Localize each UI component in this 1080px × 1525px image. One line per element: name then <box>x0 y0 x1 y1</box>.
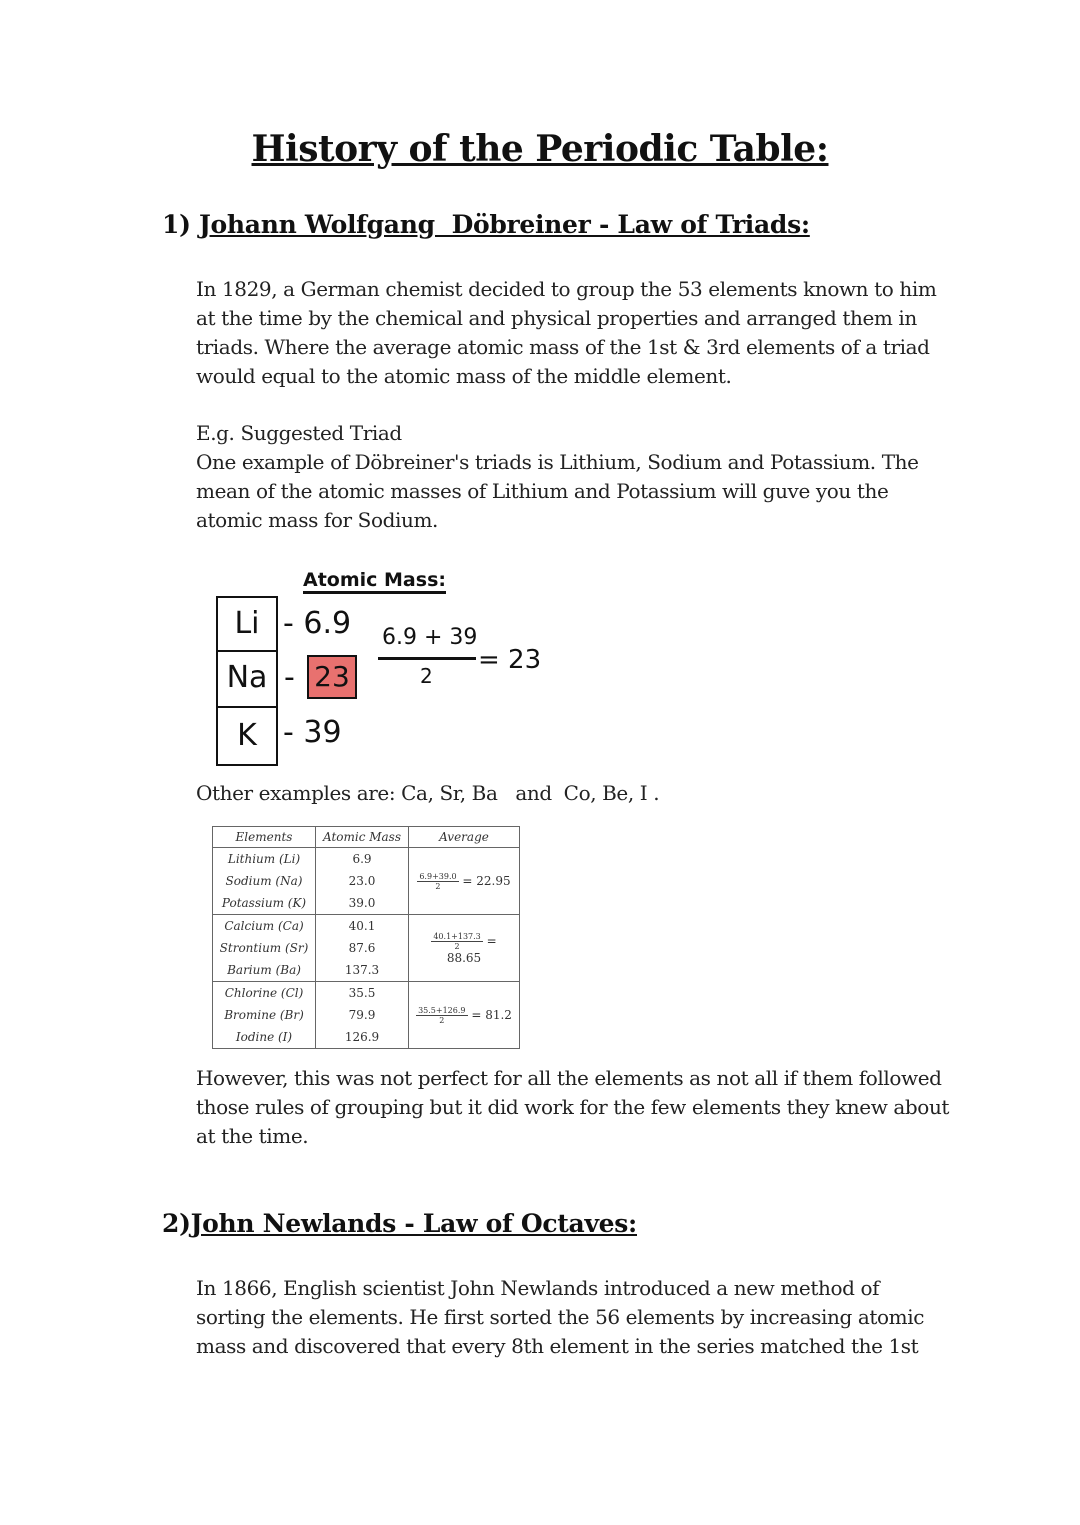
section1-heading <box>162 210 810 239</box>
table-row <box>213 915 520 938</box>
text-line: at the time. <box>196 1124 309 1148</box>
atomic-mass: 35.5 <box>316 982 409 1005</box>
text-line: triads. Where the average atomic mass of the 1st & 3rd elements of a triad <box>196 335 930 359</box>
element-name: Chlorine (Cl) <box>213 982 316 1005</box>
element-name: Barium (Ba) <box>213 959 316 982</box>
col-header: Atomic Mass <box>316 827 409 848</box>
fraction-bar <box>378 657 476 660</box>
text-line: In 1829, a German chemist decided to group the 53 elements known to him <box>196 277 937 301</box>
section1-paragraph-2 <box>196 419 966 535</box>
section1-paragraph-3 <box>196 1064 966 1151</box>
avg-numerator: 6.9+39.0 <box>419 871 457 881</box>
element-name: Iodine (I) <box>213 1026 316 1049</box>
fraction-numerator: 6.9 + 39 <box>382 625 478 650</box>
na-mass-highlight: 23 <box>307 655 357 699</box>
atomic-mass-label: Atomic Mass: <box>303 569 446 594</box>
element-name: Calcium (Ca) <box>213 915 316 938</box>
atomic-mass: 87.6 <box>316 937 409 959</box>
other-examples: Other examples are: Ca, Sr, Ba and Co, Be, I . <box>196 781 660 805</box>
table-header-row <box>213 827 520 848</box>
table-row <box>213 982 520 1005</box>
section-title: Johann Wolfgang Döbreiner - Law of Triads: <box>199 210 810 239</box>
atomic-mass: 40.1 <box>316 915 409 938</box>
atomic-mass: 23.0 <box>316 870 409 892</box>
text-line: at the time by the chemical and physical properties and arranged them in <box>196 306 917 330</box>
avg-value: = 88.65 <box>446 933 497 965</box>
element-cell-li: Li <box>216 596 278 652</box>
avg-numerator: 35.5+126.9 <box>418 1005 466 1015</box>
section2-heading <box>162 1209 637 1238</box>
text-line: sorting the elements. He first sorted the 56 elements by increasing atomic <box>196 1305 925 1329</box>
table-row <box>213 848 520 871</box>
section-title: John Newlands - Law of Octaves: <box>190 1209 637 1238</box>
section2-paragraph-1 <box>196 1274 966 1361</box>
text-line: would equal to the atomic mass of the middle element. <box>196 364 732 388</box>
element-name: Potassium (K) <box>213 892 316 915</box>
section-number: 2) <box>162 1209 191 1238</box>
avg-denominator: 2 <box>439 1015 445 1025</box>
avg-denominator: 2 <box>435 881 441 891</box>
atomic-mass: 79.9 <box>316 1004 409 1026</box>
diagram-result: = 23 <box>478 645 542 675</box>
element-name: Bromine (Br) <box>213 1004 316 1026</box>
triads-table <box>212 826 520 1049</box>
avg-value: = 22.95 <box>462 873 511 888</box>
element-cell-k: K <box>216 708 278 766</box>
k-mass: - 39 <box>283 715 342 750</box>
average-cell <box>409 915 520 982</box>
atomic-mass: 6.9 <box>316 848 409 871</box>
atomic-mass: 126.9 <box>316 1026 409 1049</box>
col-header: Average <box>409 827 520 848</box>
li-mass: - 6.9 <box>283 606 352 641</box>
element-name: Strontium (Sr) <box>213 937 316 959</box>
na-dash: - <box>284 660 295 695</box>
text-line: One example of Döbreiner's triads is Lithium, Sodium and Potassium. The <box>196 450 919 474</box>
text-line: atomic mass for Sodium. <box>196 508 439 532</box>
section-number: 1) <box>162 210 191 239</box>
text-line: mass and discovered that every 8th element in the series matched the 1st <box>196 1334 919 1358</box>
text-line: E.g. Suggested Triad <box>196 421 402 445</box>
avg-value: = 81.2 <box>471 1007 512 1022</box>
average-cell <box>409 982 520 1049</box>
section1-paragraph-1 <box>196 275 966 391</box>
text-line: those rules of grouping but it did work for the few elements they knew about <box>196 1095 950 1119</box>
avg-denominator: 2 <box>454 941 460 951</box>
average-cell <box>409 848 520 915</box>
fraction-denominator: 2 <box>420 664 433 688</box>
atomic-mass: 39.0 <box>316 892 409 915</box>
element-name: Lithium (Li) <box>213 848 316 871</box>
text-line: In 1866, English scientist John Newlands introduced a new method of <box>196 1276 880 1300</box>
avg-numerator: 40.1+137.3 <box>433 931 481 941</box>
text-line: However, this was not perfect for all the elements as not all if them followed <box>196 1066 942 1090</box>
page-title: History of the Periodic Table: <box>251 128 829 170</box>
element-cell-na: Na <box>216 652 278 708</box>
text-line: mean of the atomic masses of Lithium and Potassium will guve you the <box>196 479 889 503</box>
element-name: Sodium (Na) <box>213 870 316 892</box>
col-header: Elements <box>213 827 316 848</box>
atomic-mass: 137.3 <box>316 959 409 982</box>
